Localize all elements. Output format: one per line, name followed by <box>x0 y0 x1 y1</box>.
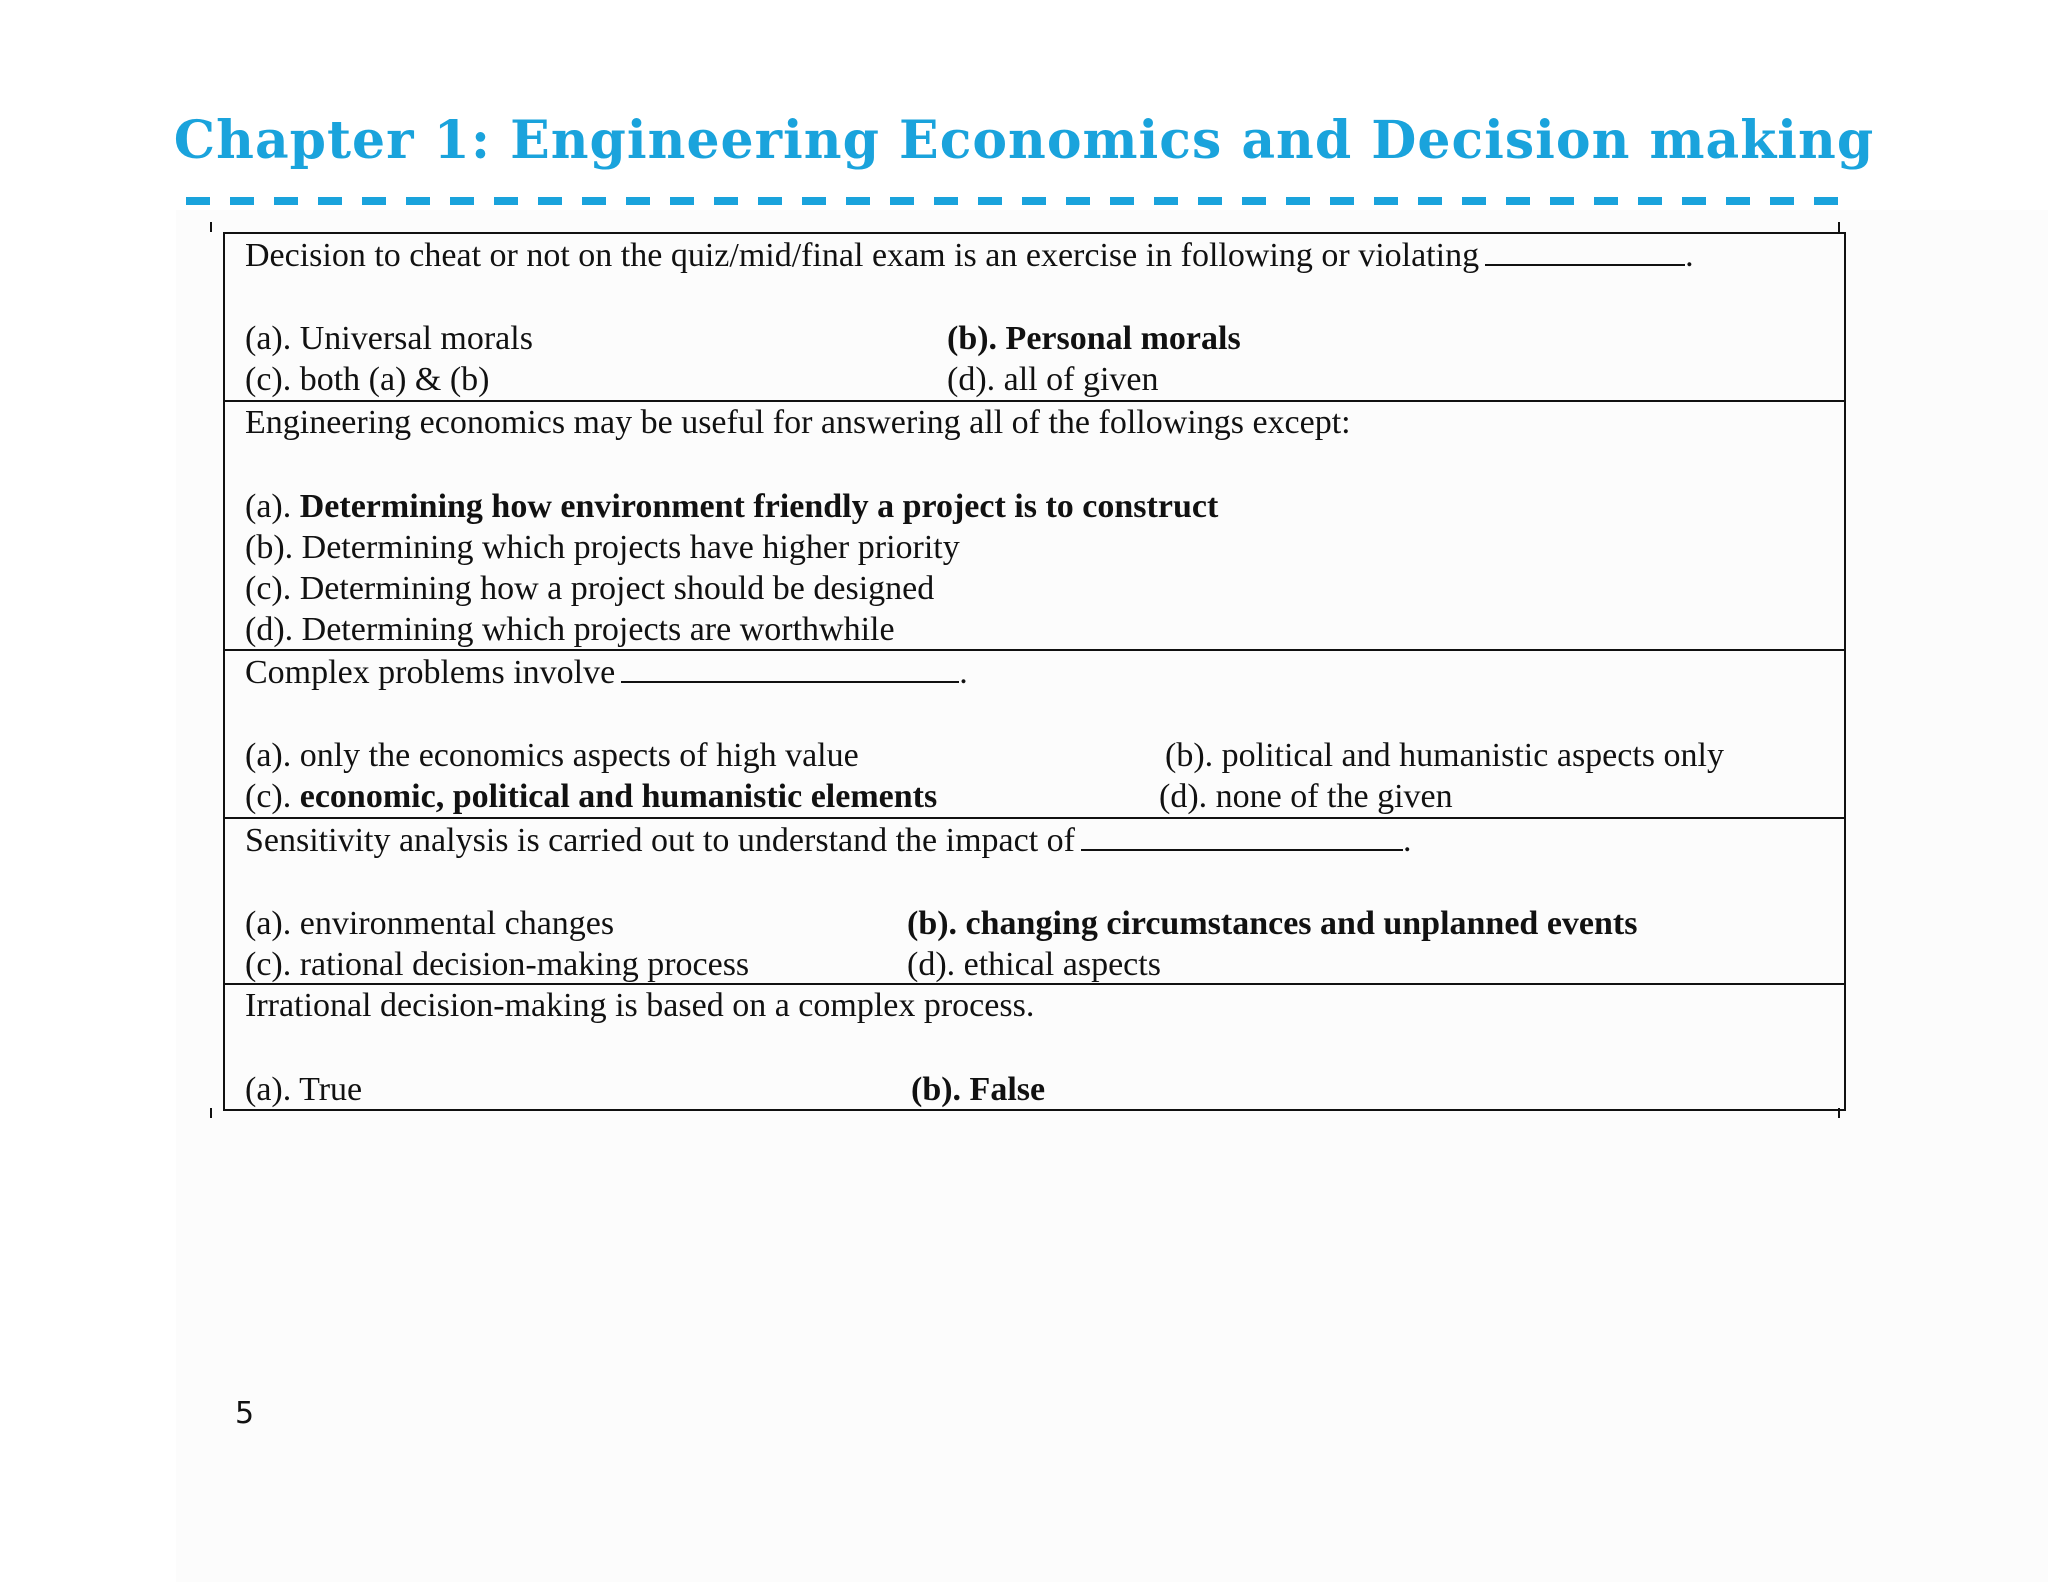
stem-end: . <box>959 654 968 691</box>
option-prefix: (a). <box>245 488 292 525</box>
stem-end: . <box>1685 237 1694 274</box>
option-d: (d). none of the given <box>1159 778 1453 815</box>
table-corner-mark <box>1838 222 1840 232</box>
option-d: (d). all of given <box>947 361 1159 398</box>
option-a <box>245 486 1824 527</box>
question-2 <box>225 400 1844 649</box>
question-table <box>223 232 1846 1111</box>
question-3 <box>225 649 1844 817</box>
options-row <box>245 1069 1824 1110</box>
option-b: (b). political and humanistic aspects only <box>1165 737 1724 774</box>
option-c: (c). Determining how a project should be designed <box>245 570 935 607</box>
options-row <box>245 735 1824 776</box>
option-a: (a). only the economics aspects of high value <box>245 737 859 774</box>
stem-text: Sensitivity analysis is carried out to understand the impact of <box>245 822 1075 859</box>
option-b-correct: (b). Personal morals <box>947 320 1241 357</box>
page-number: 5 <box>235 1396 255 1431</box>
option-a-correct: Determining how environment friendly a project is to construct <box>299 488 1219 525</box>
option-a: (a). Universal morals <box>245 320 533 357</box>
options-row <box>245 359 1824 400</box>
question-1 <box>225 232 1844 400</box>
option-b-correct: (b). False <box>911 1071 1046 1108</box>
options-row <box>245 776 1824 817</box>
question-stem <box>245 234 1824 275</box>
stem-end: . <box>1403 822 1412 859</box>
option-d: (d). ethical aspects <box>907 946 1161 983</box>
table-corner-mark <box>210 222 212 232</box>
options-row <box>245 944 1824 985</box>
page-title: Chapter 1: Engineering Economics and Decision making <box>173 110 1875 171</box>
stem-text: Decision to cheat or not on the quiz/mid/final exam is an exercise in following or violating <box>245 237 1480 274</box>
option-a: (a). True <box>245 1071 363 1108</box>
options-row <box>245 903 1824 944</box>
question-stem: Engineering economics may be useful for answering all of the followings except: <box>245 404 1351 441</box>
options-row <box>245 318 1824 359</box>
option-b-correct: (b). changing circumstances and unplanned events <box>907 905 1638 942</box>
question-stem <box>245 819 1824 860</box>
question-5 <box>225 983 1844 1111</box>
question-stem: Irrational decision-making is based on a complex process. <box>245 987 1035 1024</box>
option-c: (c). both (a) & (b) <box>245 361 490 398</box>
option-a: (a). environmental changes <box>245 905 615 942</box>
table-corner-mark <box>210 1108 212 1118</box>
stem-text: Complex problems involve <box>245 654 616 691</box>
option-c: (c). rational decision-making process <box>245 946 750 983</box>
question-stem <box>245 651 1824 692</box>
option-c-correct: economic, political and humanistic elements <box>299 778 938 815</box>
option-c-prefix: (c). <box>245 778 292 815</box>
question-4 <box>225 817 1844 983</box>
option-b: (b). Determining which projects have higher priority <box>245 529 960 566</box>
answer-blank <box>621 651 959 683</box>
option-d: (d). Determining which projects are worthwhile <box>245 611 895 648</box>
answer-blank <box>1081 819 1403 851</box>
dashed-divider <box>186 197 1841 205</box>
answer-blank <box>1485 234 1685 266</box>
